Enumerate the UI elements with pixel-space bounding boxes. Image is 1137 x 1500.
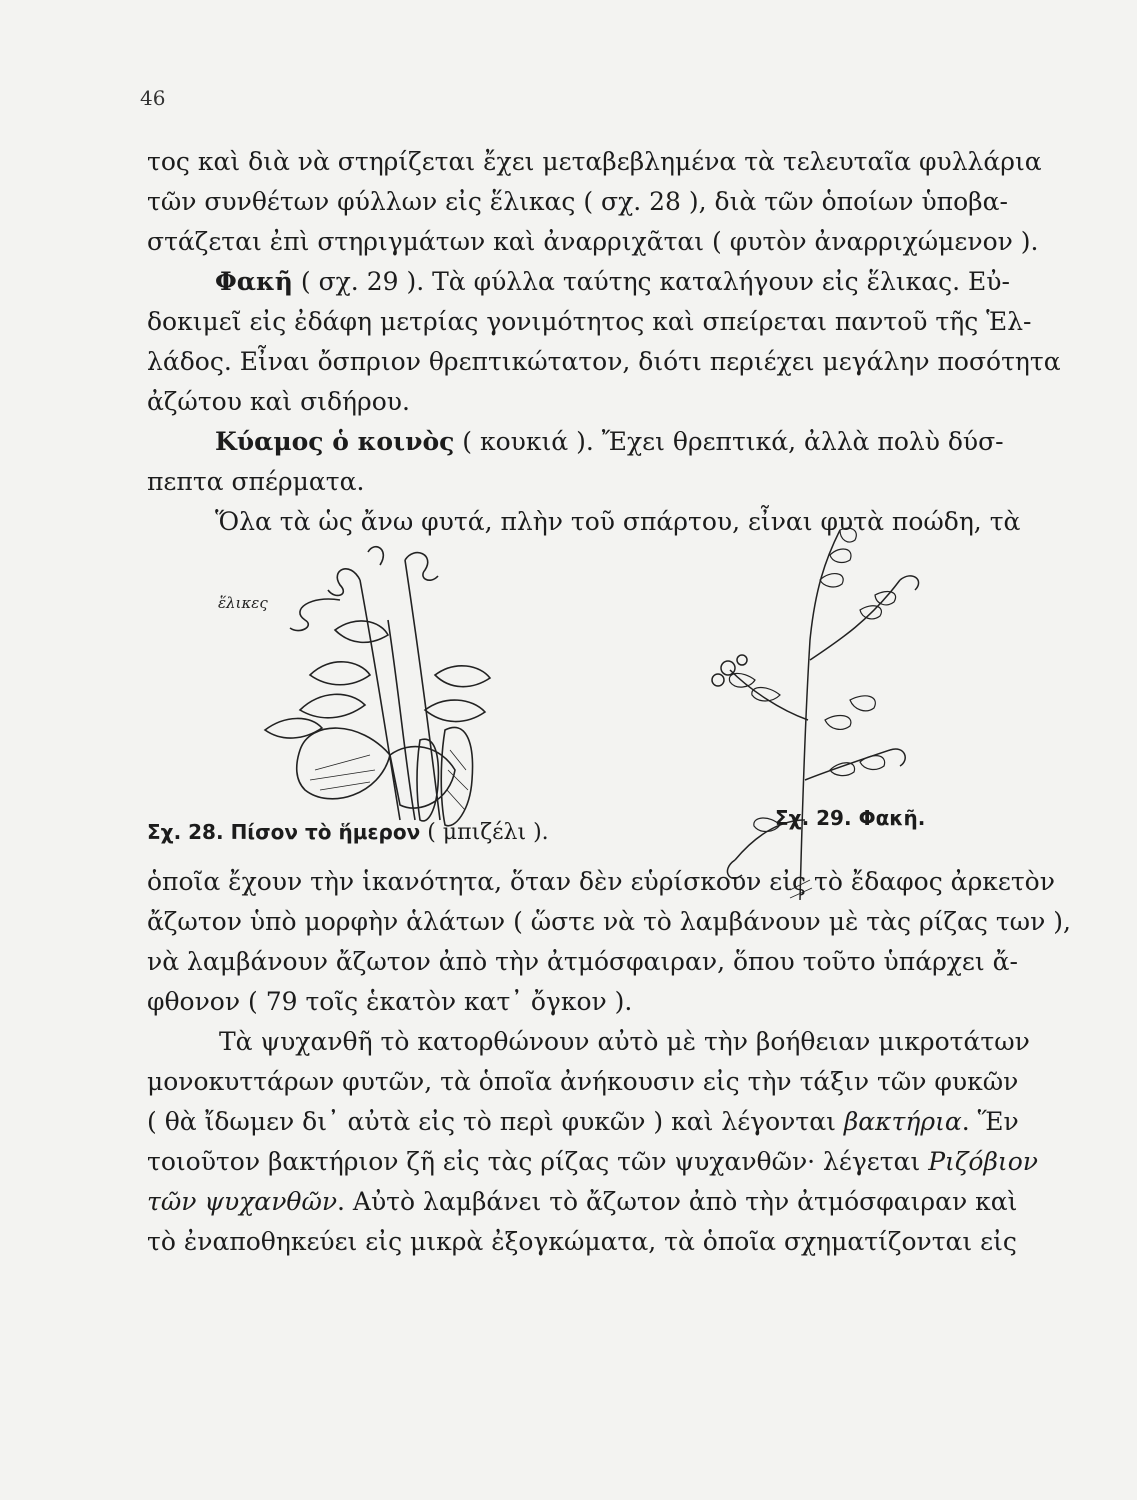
text-line: τὸ ἐναποθηκεύει εἰς μικρὰ ἐξογκώματα, τὰ ὁποῖα σχηματίζονται εἰς bbox=[147, 1227, 1017, 1256]
text-span: ( θὰ ἴδωμεν δι᾽ αὐτὰ εἰς τὸ περὶ φυκῶν ) καὶ λέγονται bbox=[147, 1107, 844, 1136]
text-line bbox=[147, 1142, 1038, 1182]
text-line: ἀζώτου καὶ σιδήρου. bbox=[147, 387, 410, 416]
text-line bbox=[147, 1102, 1019, 1142]
paragraph-lentil-first-line bbox=[147, 262, 1010, 302]
bottom-text bbox=[147, 862, 1071, 1262]
text-line: Ὅλα τὰ ὡς ἄνω φυτά, πλὴν τοῦ σπάρτου, εἶναι φυτὰ ποώδη, τὰ bbox=[215, 507, 1021, 536]
figure-28-caption-title: Πίσον τὸ ἥμερον bbox=[230, 820, 421, 844]
text-line: μονοκυττάρων φυτῶν, τὰ ὁποῖα ἀνήκουσιν εἰς τὴν τάξιν τῶν φυκῶν bbox=[147, 1067, 1019, 1096]
figure-29-caption-title: Φακῆ. bbox=[858, 806, 926, 830]
text-line bbox=[147, 1182, 1018, 1222]
term-legumes: τῶν ψυχανθῶν bbox=[147, 1187, 338, 1216]
text-line: στάζεται ἐπὶ στηριγμάτων καὶ ἀναρριχᾶται ( φυτὸν ἀναρριχώμενον ). bbox=[147, 227, 1039, 256]
top-text bbox=[147, 142, 1061, 542]
paragraph-broadbean-first-line bbox=[147, 422, 1004, 462]
figure-29-caption bbox=[775, 806, 925, 831]
text-span: ( κουκιά ). Ἔχει θρεπτικά, ἀλλὰ πολὺ δύσ- bbox=[454, 427, 1004, 456]
figure-29-caption-number: Σχ. 29. bbox=[775, 806, 852, 830]
text-span: ( σχ. 29 ). Τὰ φύλλα ταύτης καταλήγουν εἰς ἕλικας. Εὐ- bbox=[292, 267, 1010, 296]
text-line: ὁποῖα ἔχουν τὴν ἱκανότητα, ὅταν δὲν εὑρίσκουν εἰς τὸ ἔδαφος ἀρκετὸν bbox=[147, 867, 1055, 896]
term-rhizobium: Ριζόβιον bbox=[928, 1147, 1038, 1176]
text-line: ἄζωτον ὑπὸ μορφὴν ἁλάτων ( ὥστε νὰ τὸ λαμβάνουν μὲ τὰς ρίζας των ), bbox=[147, 907, 1071, 936]
figure-28-pea-illustration bbox=[240, 540, 570, 840]
term-bacteria: βακτήρια bbox=[843, 1107, 962, 1136]
text-line: Τὰ ψυχανθῆ τὸ κατορθώνουν αὐτὸ μὲ τὴν βοήθειαν μικροτάτων bbox=[219, 1027, 1030, 1056]
term-lentil: Φακῆ bbox=[215, 267, 293, 296]
text-line: φθονον ( 79 τοῖς ἑκατὸν κατ᾽ ὄγκον ). bbox=[147, 987, 633, 1016]
text-span: . Αὐτὸ λαμβάνει τὸ ἄζωτον ἀπὸ τὴν ἀτμόσφαιραν καὶ bbox=[337, 1187, 1018, 1216]
text-span: . Ἕν bbox=[961, 1107, 1019, 1136]
text-line: πεπτα σπέρματα. bbox=[147, 467, 365, 496]
text-line: δοκιμεῖ εἰς ἐδάφη μετρίας γονιμότητος καὶ σπείρεται παντοῦ τῆς Ἑλ- bbox=[147, 307, 1032, 336]
text-line: τος καὶ διὰ νὰ στηρίζεται ἔχει μεταβεβλημένα τὰ τελευταῖα φυλλάρια bbox=[147, 147, 1042, 176]
figure-28-caption bbox=[147, 820, 549, 845]
figure-28-caption-note: ( μπιζέλι ). bbox=[427, 820, 549, 845]
figure-28-label-tendrils: ἕλικες bbox=[218, 594, 268, 612]
figure-28-caption-number: Σχ. 28. bbox=[147, 820, 224, 844]
page-number: 46 bbox=[140, 86, 166, 110]
text-line: νὰ λαμβάνουν ἄζωτον ἀπὸ τὴν ἀτμόσφαιραν, ὅπου τοῦτο ὑπάρχει ἄ- bbox=[147, 947, 1018, 976]
figure-29-lentil-illustration bbox=[690, 520, 950, 910]
term-broadbean: Κύαμος ὁ κοινὸς bbox=[215, 427, 455, 456]
text-span: τοιοῦτον βακτήριον ζῆ εἰς τὰς ρίζας τῶν ψυχανθῶν· λέγεται bbox=[147, 1147, 929, 1176]
text-line: λάδος. Εἶναι ὄσπριον θρεπτικώτατον, διότι περιέχει μεγάλην ποσότητα bbox=[147, 347, 1061, 376]
text-line: τῶν συνθέτων φύλλων εἰς ἕλικας ( σχ. 28 ), διὰ τῶν ὁποίων ὑποβα- bbox=[147, 187, 1008, 216]
